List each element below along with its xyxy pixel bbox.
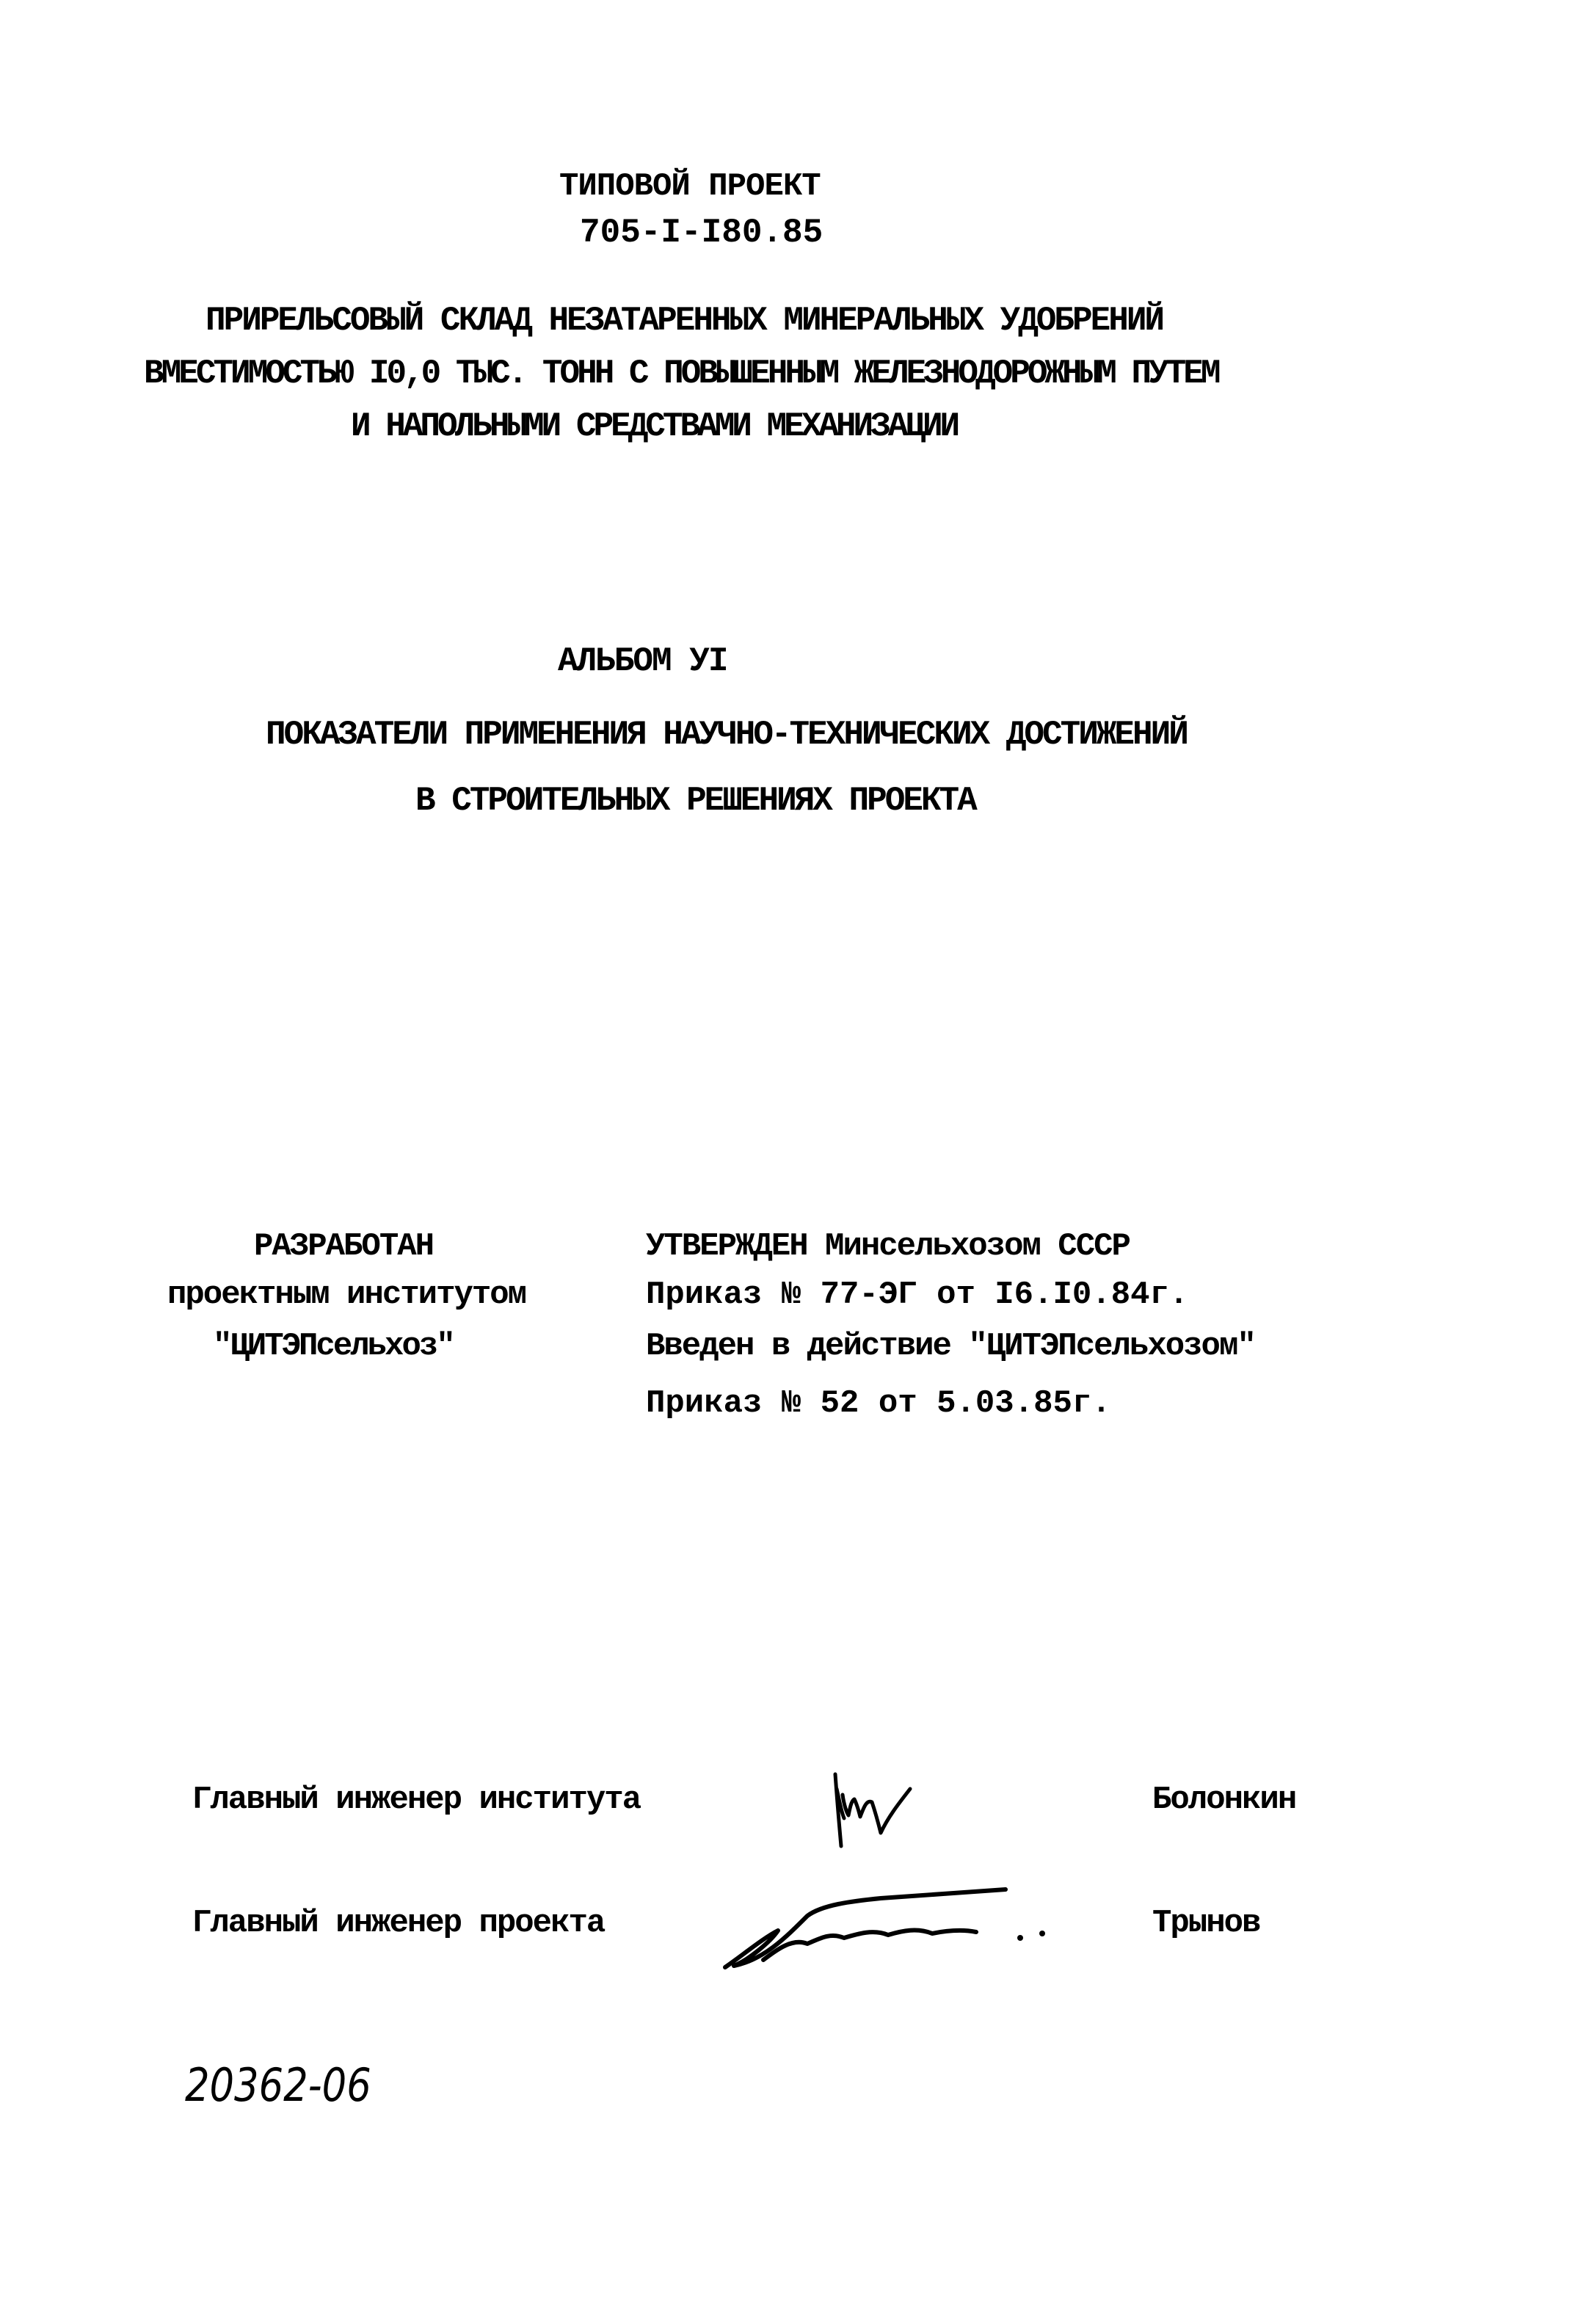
title-line-1: ПРИРЕЛЬСОВЫЙ СКЛАД НЕЗАТАРЕННЫХ МИНЕРАЛЬНЫХ УДОБРЕНИЙ	[206, 302, 1163, 340]
developed-institute-name: "ЦИТЭПсельхоз"	[213, 1328, 454, 1365]
handwritten-signature-icon	[829, 1773, 917, 1853]
album-subtitle-line-1: ПОКАЗАТЕЛИ ПРИМЕНЕНИЯ НАУЧНО-ТЕХНИЧЕСКИХ ДОСТИЖЕНИЙ	[266, 716, 1187, 754]
inventory-number: 20362-06	[185, 2058, 371, 2112]
developed-label: РАЗРАБОТАН	[254, 1228, 434, 1265]
enacted-by-line: Введен в действие "ЦИТЭПсельхозом"	[646, 1328, 1255, 1365]
enactment-order-line: Приказ № 52 от 5.03.85г.	[646, 1385, 1111, 1422]
approved-by-line: УТВЕРЖДЕН Минсельхозом СССР	[646, 1228, 1130, 1265]
signatory-role: Главный инженер института	[192, 1782, 641, 1818]
title-line-3: И НАПОЛЬНЫМИ СРЕДСТВАМИ МЕХАНИЗАЦИИ	[351, 407, 958, 446]
project-number: 705-I-I80.85	[580, 214, 823, 252]
document-type-label: ТИПОВОЙ ПРОЕКТ	[559, 168, 821, 205]
title-line-2: ВМЕСТИМОСТЬЮ I0,0 ТЫС. ТОНН С ПОВЫШЕННЫМ ЖЕЛЕЗНОДОРОЖНЫМ ПУТЕМ	[144, 355, 1218, 393]
handwritten-signature-icon	[719, 1887, 1086, 1975]
album-label: АЛЬБОМ УI	[558, 642, 727, 680]
signatory-name: Болонкин	[1152, 1782, 1296, 1818]
signatory-name: Трынов	[1152, 1905, 1260, 1942]
signatory-role: Главный инженер проекта	[192, 1905, 605, 1942]
approval-order-line: Приказ № 77-ЭГ от I6.I0.84г.	[646, 1277, 1189, 1313]
album-subtitle-line-2: В СТРОИТЕЛЬНЫХ РЕШЕНИЯХ ПРОЕКТА	[415, 782, 975, 820]
developed-institute-line: проектным институтом	[167, 1277, 526, 1313]
